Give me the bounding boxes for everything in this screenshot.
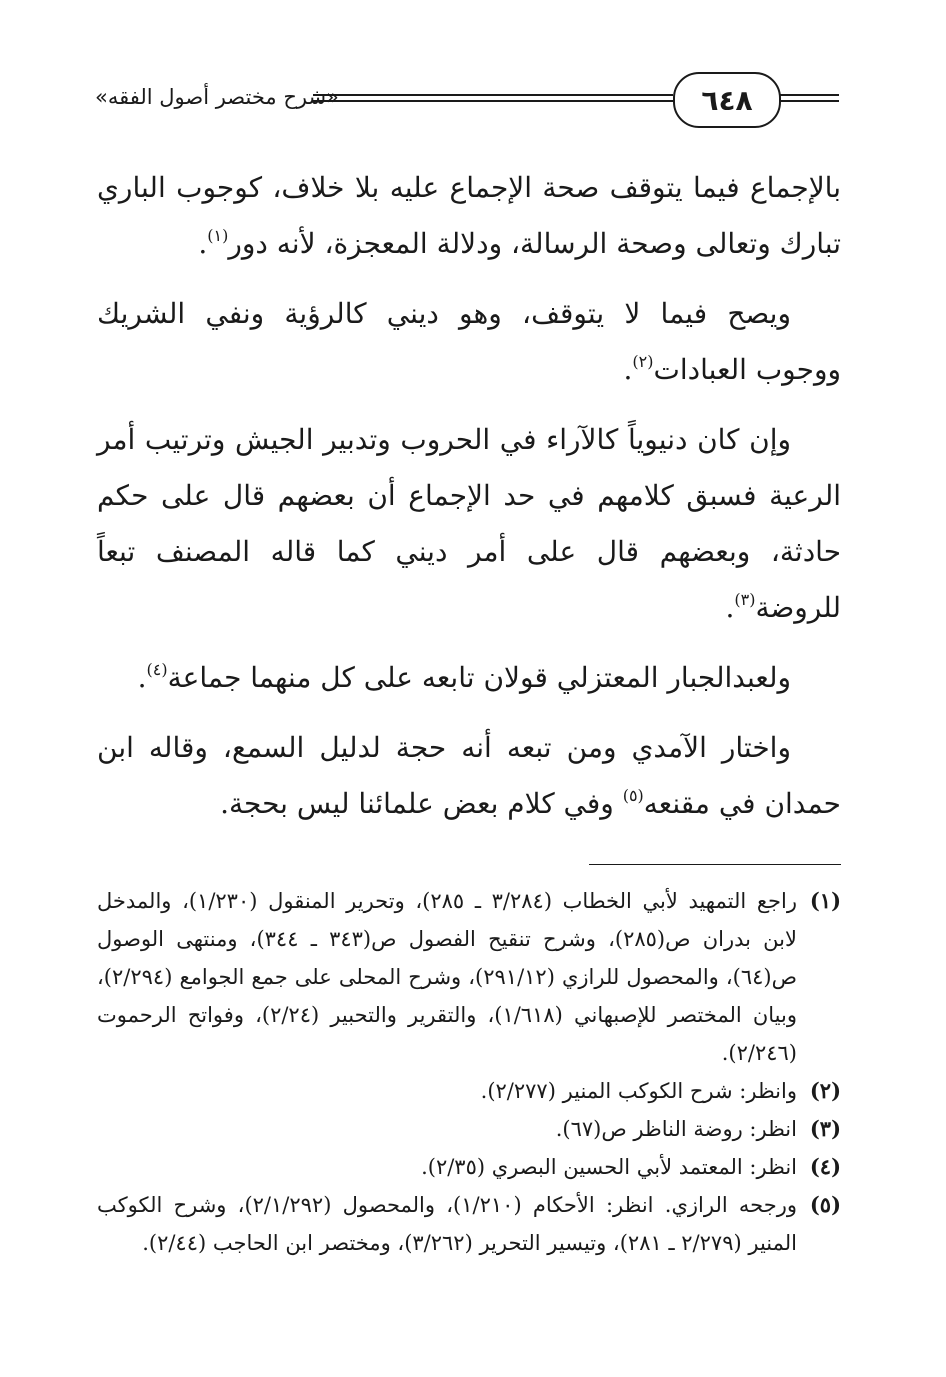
footnote-text: راجع التمهيد لأبي الخطاب (٣/٢٨٤ ـ ٢٨٥)، وتحرير المنقول (١/٢٣٠)، والمدخل لابن بدران ص(٢٨٥)، وشرح تنقيح الفصول ص(٣٤٣ ـ ٣٤٤)، ومنتهى الوصول ص(٦٤)، والمحصول للرازي (٢٩١/١٢)، وشرح المحلى على جمع الجوامع (٢/٢٩٤)، وبيان المختصر للإصبهاني (١/٦١٨)، والتقرير والتحبير (٢/٢٤)، وفواتح الرحموت (٢/٢٤٦). xyxy=(97,889,797,1065)
page-number: ٦٤٨ xyxy=(701,83,753,117)
paragraph-3: وإن كان دنيوياً كالآراء في الحروب وتدبير الجيش وترتيب أمر الرعية فسبق كلامهم في حد الإجماع أن بعضهم قال على حكم حادثة، وبعضهم قال على أمر ديني كما قاله المصنف تبعاً للروضة$^{(٣)}$. xyxy=(97,423,842,624)
paragraph-5: واختار الآمدي ومن تبعه أنه حجة لدليل السمع، وقاله ابن حمدان في مقنعه$^{(٥)}$ وفي كلام بعض علمائنا ليس بحجة. xyxy=(97,731,841,820)
footnote-number: (٥) xyxy=(809,1192,841,1217)
footnote-ref-4: (٤) xyxy=(146,660,168,679)
footnote-ref-5: (٥) xyxy=(622,786,644,805)
footnote-text: انظر: روضة الناظر ص(٦٧). xyxy=(555,1117,797,1141)
header-rule-left-double xyxy=(313,100,673,102)
footnote-separator xyxy=(589,864,841,865)
footnote-ref-2: (٢) xyxy=(632,352,654,371)
paragraph-1: بالإجماع فيما يتوقف صحة الإجماع عليه بلا خلاف، كوجوب الباري تبارك وتعالى وصحة الرسالة، ودلالة المعجزة، لأنه دور$^{(١)}$. xyxy=(97,171,841,260)
paragraph-2: ويصح فيما لا يتوقف، وهو ديني كالرؤية ونفي الشريك ووجوب العبادات$^{(٢)}$. xyxy=(97,297,841,386)
footnote-text: انظر: المعتمد لأبي الحسين البصري (٢/٣٥). xyxy=(421,1155,797,1179)
footnote-text: وانظر: شرح الكوكب المنير (٢/٢٧٧). xyxy=(480,1079,797,1103)
footnote-text: ورجحه الرازي. انظر: الأحكام (١/٢١٠)، والمحصول (٢/١/٢٩٢)، وشرح الكوكب المنير (٢/٢٧٩ ـ ٢٨١)، وتيسير التحرير (٣/٢٦٢)، ومختصر ابن الحاجب (٢/٤٤). xyxy=(97,1193,798,1255)
footnote-ref-3: (٣) xyxy=(734,590,756,609)
footnote-number: (٣) xyxy=(809,1116,841,1141)
footnote-number: (٢) xyxy=(809,1078,841,1103)
paragraph-4: ولعبدالجبار المعتزلي قولان تابعه على كل منهما جماعة$^{(٤)}$. xyxy=(137,660,791,694)
header-rule-left xyxy=(313,94,673,96)
main-text xyxy=(97,160,841,846)
page-number-badge xyxy=(673,72,781,128)
footnote-ref-1: (١) xyxy=(207,226,229,245)
footnote-5 xyxy=(97,1186,841,1262)
footnote-1 xyxy=(97,882,841,1072)
header-rule-right-double xyxy=(777,100,839,102)
footnotes xyxy=(97,882,841,1262)
footnote-number: (١) xyxy=(809,888,841,913)
footnote-number: (٤) xyxy=(809,1154,841,1179)
running-title: «شرح مختصر أصول الفقه» xyxy=(95,85,339,109)
header-rule-right xyxy=(777,94,839,96)
footnote-2 xyxy=(97,1072,841,1110)
footnote-4 xyxy=(97,1148,841,1186)
footnote-3 xyxy=(97,1110,841,1148)
